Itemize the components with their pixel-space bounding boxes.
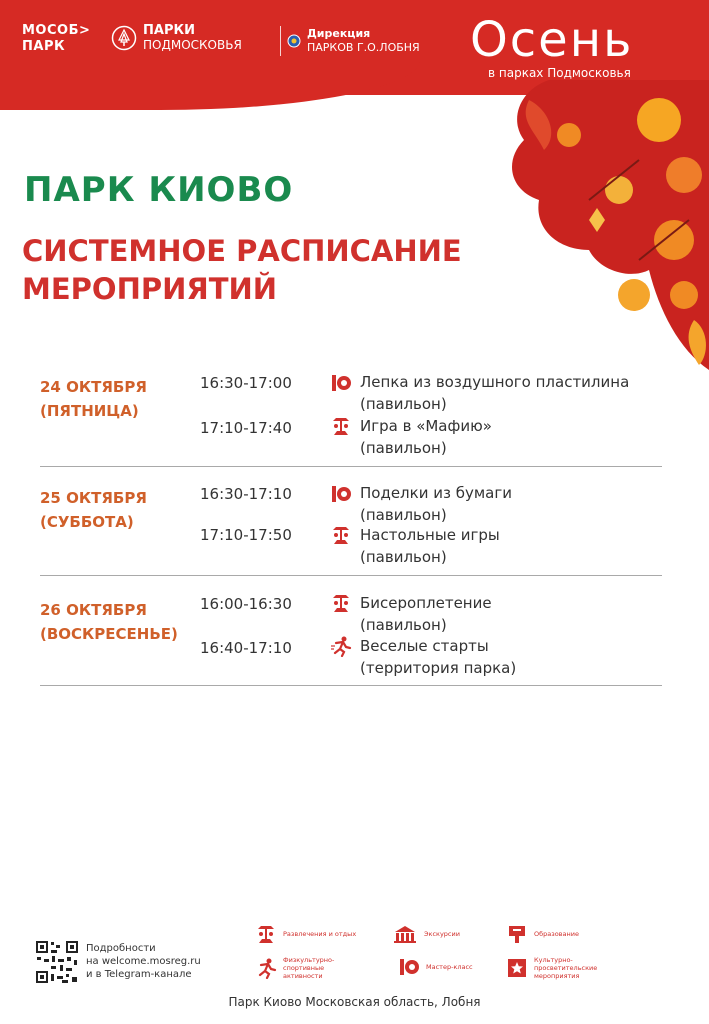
event-name [360, 415, 670, 459]
schedule-divider [40, 575, 662, 576]
event-title: Настольные игры [360, 526, 500, 544]
lobnya-emblem-icon [287, 34, 301, 48]
parki-logo-line2: ПОДМОСКОВЬЯ [143, 38, 242, 52]
schedule-title: СИСТЕМНОЕ РАСПИСАНИЕ МЕРОПРИЯТИЙ [22, 234, 462, 306]
direct-logo-line2: ПАРКОВ Г.О.ЛОБНЯ [307, 41, 420, 54]
autumn-title: Осень [470, 12, 634, 68]
legend-label: Развлечения и отдых [283, 930, 357, 938]
event-place: (павильон) [360, 616, 447, 634]
event-title: Игра в «Мафию» [360, 417, 492, 435]
schedule-day-3 [40, 588, 665, 688]
footer-info-link[interactable]: на welcome.mosreg.ru [86, 956, 201, 967]
legend-master-class [398, 956, 506, 978]
event-place: (павильон) [360, 506, 447, 524]
entertainment-icon [330, 415, 352, 437]
legend-label: Культурно-просветительские мероприятия [534, 956, 598, 980]
weekday-label: (ПЯТНИЦА) [40, 402, 139, 420]
park-title: ПАРК КИОВО [24, 170, 294, 210]
legend-education [506, 923, 614, 945]
footer-info [86, 942, 201, 981]
event-title: Поделки из бумаги [360, 484, 512, 502]
master-class-icon [330, 372, 352, 394]
autumn-campaign-logo [470, 14, 633, 80]
event-place: (павильон) [360, 395, 447, 413]
sport-icon [255, 957, 277, 979]
day-date [40, 486, 147, 534]
day-date [40, 375, 147, 423]
footer-info-line3: и в Telegram-канале [86, 969, 192, 980]
date-label: 26 ОКТЯБРЯ [40, 601, 147, 619]
parki-logo-line1: ПАРКИ [143, 23, 195, 38]
legend-label: Экскурсии [424, 930, 460, 938]
schedule-divider [40, 685, 662, 686]
master-class-icon [330, 483, 352, 505]
event-place: (территория парка) [360, 659, 517, 677]
event-name [360, 482, 670, 526]
autumn-subtitle: в парках Подмосковья [488, 66, 631, 80]
schedule-divider [40, 466, 662, 467]
event-name [360, 635, 670, 679]
event-title: Веселые старты [360, 637, 489, 655]
weekday-label: (ВОСКРЕСЕНЬЕ) [40, 625, 178, 643]
event-time: 16:30-17:00 [200, 374, 292, 392]
entertainment-icon [330, 592, 352, 614]
direct-logo-line1: Дирекция [307, 27, 371, 40]
event-place: (павильон) [360, 548, 447, 566]
schedule-day-2 [40, 476, 665, 576]
date-label: 25 ОКТЯБРЯ [40, 489, 147, 507]
mosobpark-logo-line2: ПАРК [22, 39, 66, 54]
event-name [360, 524, 670, 568]
header-curve [0, 60, 420, 110]
education-icon [506, 923, 528, 945]
legend-label: Образование [534, 930, 579, 938]
excursions-icon [392, 923, 418, 945]
legend-label: Мастер-класс [426, 963, 473, 971]
legend-entertainment [255, 923, 363, 945]
legend-culture [506, 956, 614, 980]
sport-icon [330, 635, 352, 657]
direktsiya-parkov-logo [280, 26, 420, 56]
leaves-illustration-icon [409, 80, 709, 370]
legend-sport [255, 956, 363, 980]
master-class-icon [398, 956, 420, 978]
day-date [40, 598, 178, 646]
entertainment-icon [255, 923, 277, 945]
event-place: (павильон) [360, 439, 447, 457]
event-name [360, 371, 670, 415]
event-time: 16:40-17:10 [200, 639, 292, 657]
event-title: Бисероплетение [360, 594, 492, 612]
event-name [360, 592, 670, 636]
parki-emblem-icon [111, 25, 137, 51]
weekday-label: (СУББОТА) [40, 513, 134, 531]
date-label: 24 ОКТЯБРЯ [40, 378, 147, 396]
qr-code-icon[interactable] [35, 940, 79, 984]
event-time: 17:10-17:40 [200, 419, 292, 437]
legend-excursions [392, 923, 504, 945]
legend-label: Физкультурно-спортивные активности [283, 956, 335, 980]
event-title: Лепка из воздушного пластилина [360, 373, 630, 391]
entertainment-icon [330, 524, 352, 546]
mosobpark-logo [22, 23, 90, 55]
event-time: 16:00-16:30 [200, 595, 292, 613]
mosobpark-logo-line1: МОСОБ> [22, 23, 91, 38]
footer-info-line1: Подробности [86, 943, 156, 954]
parki-podmoskovya-logo [111, 24, 242, 52]
logo-divider [280, 26, 281, 56]
culture-star-icon [506, 957, 528, 979]
autumn-leaves-decoration [409, 80, 709, 370]
park-address: Парк Киово Московская область, Лобня [228, 995, 481, 1009]
schedule-day-1 [40, 365, 665, 465]
event-time: 16:30-17:10 [200, 485, 292, 503]
event-time: 17:10-17:50 [200, 526, 292, 544]
